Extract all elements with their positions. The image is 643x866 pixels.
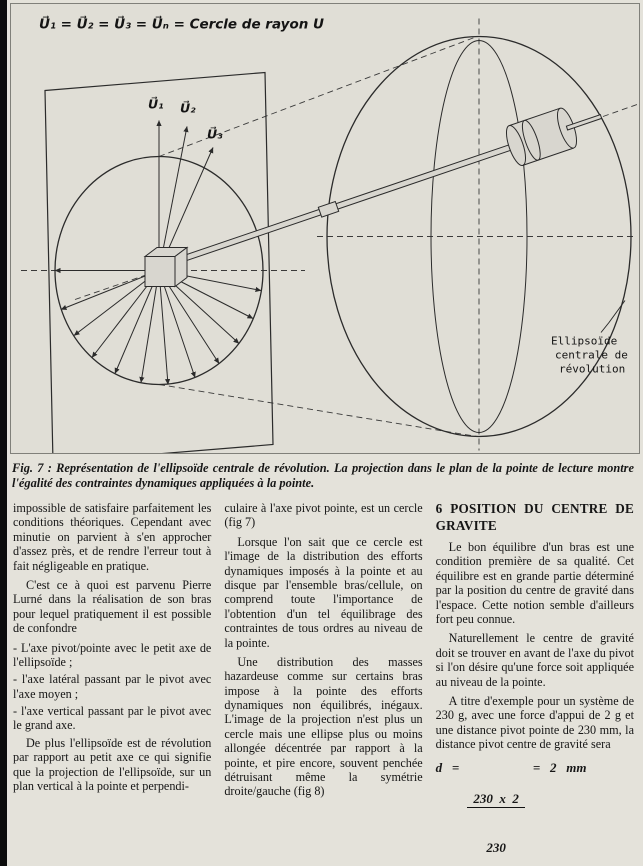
paragraph: culaire à l'axe pivot pointe, est un cercle (fig 7) <box>224 501 423 530</box>
column-1 <box>13 501 211 861</box>
paragraph: Lorsque l'on sait que ce cercle est l'image de la distribution des efforts dynamiques imposés à la pointe et au disque par l'ensemble bras/cellule, on comprend toute l'importance de l'obtention d'un tel équilibrage des contraintes de tous ordres au niveau de la pointe. <box>224 534 423 650</box>
gravity-formula <box>436 760 634 861</box>
article-body <box>13 501 634 861</box>
section-heading: 6 POSITION DU CENTRE DE GRAVITE <box>435 501 634 533</box>
scan-edge-artifact <box>0 0 7 866</box>
paragraph: Le bon équilibre d'un bras est une condition première de sa qualité. Cet équilibre est en grande partie déterminé par la position du centre de gravité dans l'espace. Cette notion semble d'ailleurs fort peu connue. <box>435 540 634 626</box>
formula-numerator: 230 x 2 <box>467 791 525 808</box>
figure-caption: Fig. 7 : Représentation de l'ellipsoïde centrale de révolution. La projection dans le plan de la pointe de lecture montre l'égalité des contraintes dynamiques appliquées à la pointe. <box>12 461 634 491</box>
formula-lhs: d = <box>435 760 460 776</box>
paragraph: Naturellement le centre de gravité doit se trouver en avant de l'axe du pivot si l'on désire qu'une force soit appliquée au niveau de la pointe. <box>435 631 634 689</box>
paragraph: C'est ce à quoi est parvenu Pierre Lurné dans la réalisation de son bras pour lequel pratiquement il est possible de confondre <box>13 577 212 636</box>
list-item: - l'axe latéral passant par le pivot avec l'axe moyen ; <box>13 672 212 701</box>
ellipsoid-label-line3: révolution <box>559 362 626 376</box>
paragraph: impossible de satisfaire parfaitement les conditions théoriques. Cependant avec minutie on parvient à s'en approcher d'assez près, et de rendre l'erreur tout à fait négligeable en pratique. <box>13 501 212 573</box>
figure-7 <box>10 3 640 454</box>
vector-u1-label: U⃗₁ <box>148 96 164 112</box>
ellipsoid-label-line1: Ellipsoïde <box>551 334 618 348</box>
construction-lines <box>21 19 637 451</box>
list-item: - l'axe vertical passant par le pivot avec le grand axe. <box>13 704 212 733</box>
figure-formula: U⃗₁ = U⃗₂ = U⃗₃ = U⃗ₙ = Cercle de rayon U <box>39 16 325 33</box>
column-3 <box>436 501 634 861</box>
figure-diagram <box>11 4 639 453</box>
vector-u3-label: U⃗₃ <box>207 126 223 142</box>
formula-denominator: 230 <box>486 840 506 856</box>
vector-u2-label: U⃗₂ <box>180 100 196 116</box>
paragraph: De plus l'ellipsoïde est de révolution par rapport au petit axe ce qui signifie que la projection de l'ellipsoïde, sur un plan vertical à la pointe et perpendi- <box>13 735 212 794</box>
paragraph: A titre d'exemple pour un système de 230 g, avec une force d'appui de 2 g et une distance pivot pointe de 230 mm, la distance pivot centre de gravité sera <box>435 693 634 752</box>
ellipsoid-label <box>551 301 628 376</box>
formula-fraction <box>467 760 525 861</box>
ellipsoid-label-line2: centrale de <box>555 348 628 362</box>
pivot-cube-front <box>145 257 175 287</box>
column-2 <box>224 501 422 861</box>
list-item: - L'axe pivot/pointe avec le petit axe de l'ellipsoïde ; <box>13 640 212 669</box>
paragraph: Une distribution des masses hazardeuse comme sur certains bras impose à la pointe des efforts dynamiques non équilibrés, inégaux. L'image de la projection n'est plus un cercle mais une ellipse plus ou moins allongée décentrée par rapport à la pointe, et pire encore, souvent penchée détruisant même la symétrie droite/gauche (fig 8) <box>224 654 423 799</box>
formula-rhs: = 2 mm <box>532 760 587 776</box>
